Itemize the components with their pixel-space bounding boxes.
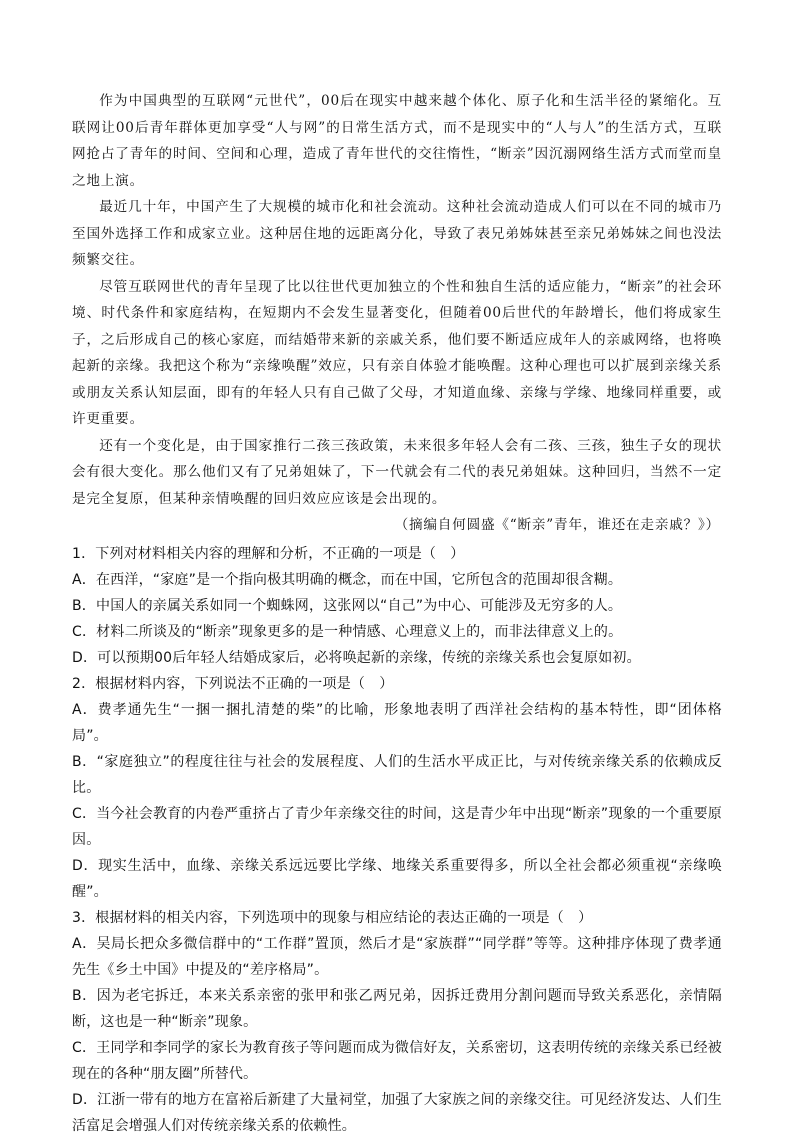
answer-option: C．当今社会教育的内卷严重挤占了青少年亲缘交往的时间，这是青少年中出现“断亲”现象的一个重要原因。 [72, 805, 722, 848]
passage-source: （摘编自何圆盛《“断亲”青年，谁还在走亲戚？》） [394, 517, 720, 533]
question-3 [72, 905, 722, 1139]
answer-option: A．吴局长把众多微信群中的“工作群”置顶，然后才是“家族群”“同学群”等等。这种排序体现了费孝通先生《乡土中国》中提及的“差序格局”。 [72, 935, 722, 978]
question-stem: 1．下列对材料相关内容的理解和分析，不正确的一项是（ ） [72, 545, 465, 562]
question-list [72, 541, 722, 1139]
answer-option: A．费孝通先生“一捆一捆扎清楚的柴”的比喻，形象地表明了西洋社会结构的基本特性，即“团体格局”。 [72, 701, 722, 744]
question-2 [72, 671, 722, 905]
answer-option: D．江浙一带有的地方在富裕后新建了大量祠堂，加强了大家族之间的亲缘交往。可见经济发达、人们生活富足会增强人们对传统亲缘关系的依赖性。 [72, 1091, 722, 1134]
answer-option: D．现实生活中，血缘、亲缘关系远远要比学缘、地缘关系重要得多，所以全社会都必须重视“亲缘唤醒”。 [72, 857, 722, 900]
answer-option: B．中国人的亲属关系如同一个蜘蛛网，这张网以“自己”为中心、可能涉及无穷多的人。 [72, 597, 623, 614]
reading-passage [72, 88, 722, 539]
passage-paragraph: 还有一个变化是，由于国家推行二孩三孩政策，未来很多年轻人会有二孩、三孩，独生子女的现状会有很大变化。那么他们又有了兄弟姐妹了，下一代就会有二代的表兄弟姐妹。这种回归，当然不一定是完全复原，但某种亲情唤醒的回归效应应该是会出现的。 [72, 437, 722, 507]
passage-paragraph: 尽管互联网世代的青年呈现了比以往世代更加独立的个性和独自生活的适应能力，“断亲”的社会环境、时代条件和家庭结构，在短期内不会发生显著变化，但随着00后世代的年龄增长，他们将成家生子，之后形成自己的核心家庭，而结婚带来新的亲戚关系，他们要不断适应成年人的亲戚网络，也将唤起新的亲缘。我把这个称为“亲缘唤醒”效应，只有亲自体验才能唤醒。这种心理也可以扩展到亲缘关系或朋友关系认知层面，即有的年轻人只有自己做了父母，才知道血缘、亲缘与学缘、地缘同样重要，或许更重要。 [72, 278, 722, 427]
passage-paragraph: 作为中国典型的互联网“元世代”，00后在现实中越来越个体化、原子化和生活半径的紧缩化。互联网让00后青年群体更加享受“人与网”的日常生活方式，而不是现实中的“人与人”的生活方式，互联网抢占了青年的时间、空间和心理，造成了青年世代的交往惰性，“断亲”因沉溺网络生活方式而堂而皇之地上演。 [72, 93, 722, 189]
answer-option: A．在西洋，“家庭”是一个指向极其明确的概念，而在中国，它所包含的范围却很含糊。 [72, 571, 623, 588]
answer-option: D．可以预期00后年轻人结婚成家后，必将唤起新的亲缘，传统的亲缘关系也会复原如初。 [72, 649, 641, 666]
question-stem: 2．根据材料内容，下列说法不正确的一项是（ ） [72, 675, 394, 692]
answer-option: B．“家庭独立”的程度往往与社会的发展程度、人们的生活水平成正比，与对传统亲缘关系的依赖成反比。 [72, 753, 722, 796]
answer-option: B．因为老宅拆迁，本来关系亲密的张甲和张乙两兄弟，因拆迁费用分割问题而导致关系恶化，亲情隔断，这也是一种“断亲”现象。 [72, 987, 722, 1030]
answer-option: C．材料二所谈及的“断亲”现象更多的是一种情感、心理意义上的，而非法律意义上的。 [72, 623, 623, 640]
question-1 [72, 541, 722, 671]
question-stem: 3．根据材料的相关内容，下列选项中的现象与相应结论的表达正确的一项是（ ） [72, 909, 593, 926]
answer-option: C．王同学和李同学的家长为教育孩子等问题而成为微信好友，关系密切，这表明传统的亲缘关系已经被现在的各种“朋友圈”所替代。 [72, 1039, 722, 1082]
passage-paragraph: 最近几十年，中国产生了大规模的城市化和社会流动。这种社会流动造成人们可以在不同的城市乃至国外选择工作和成家立业。这种居住地的远距离分化，导致了表兄弟姊妹甚至亲兄弟姊妹之间也没法频繁交往。 [72, 199, 722, 268]
